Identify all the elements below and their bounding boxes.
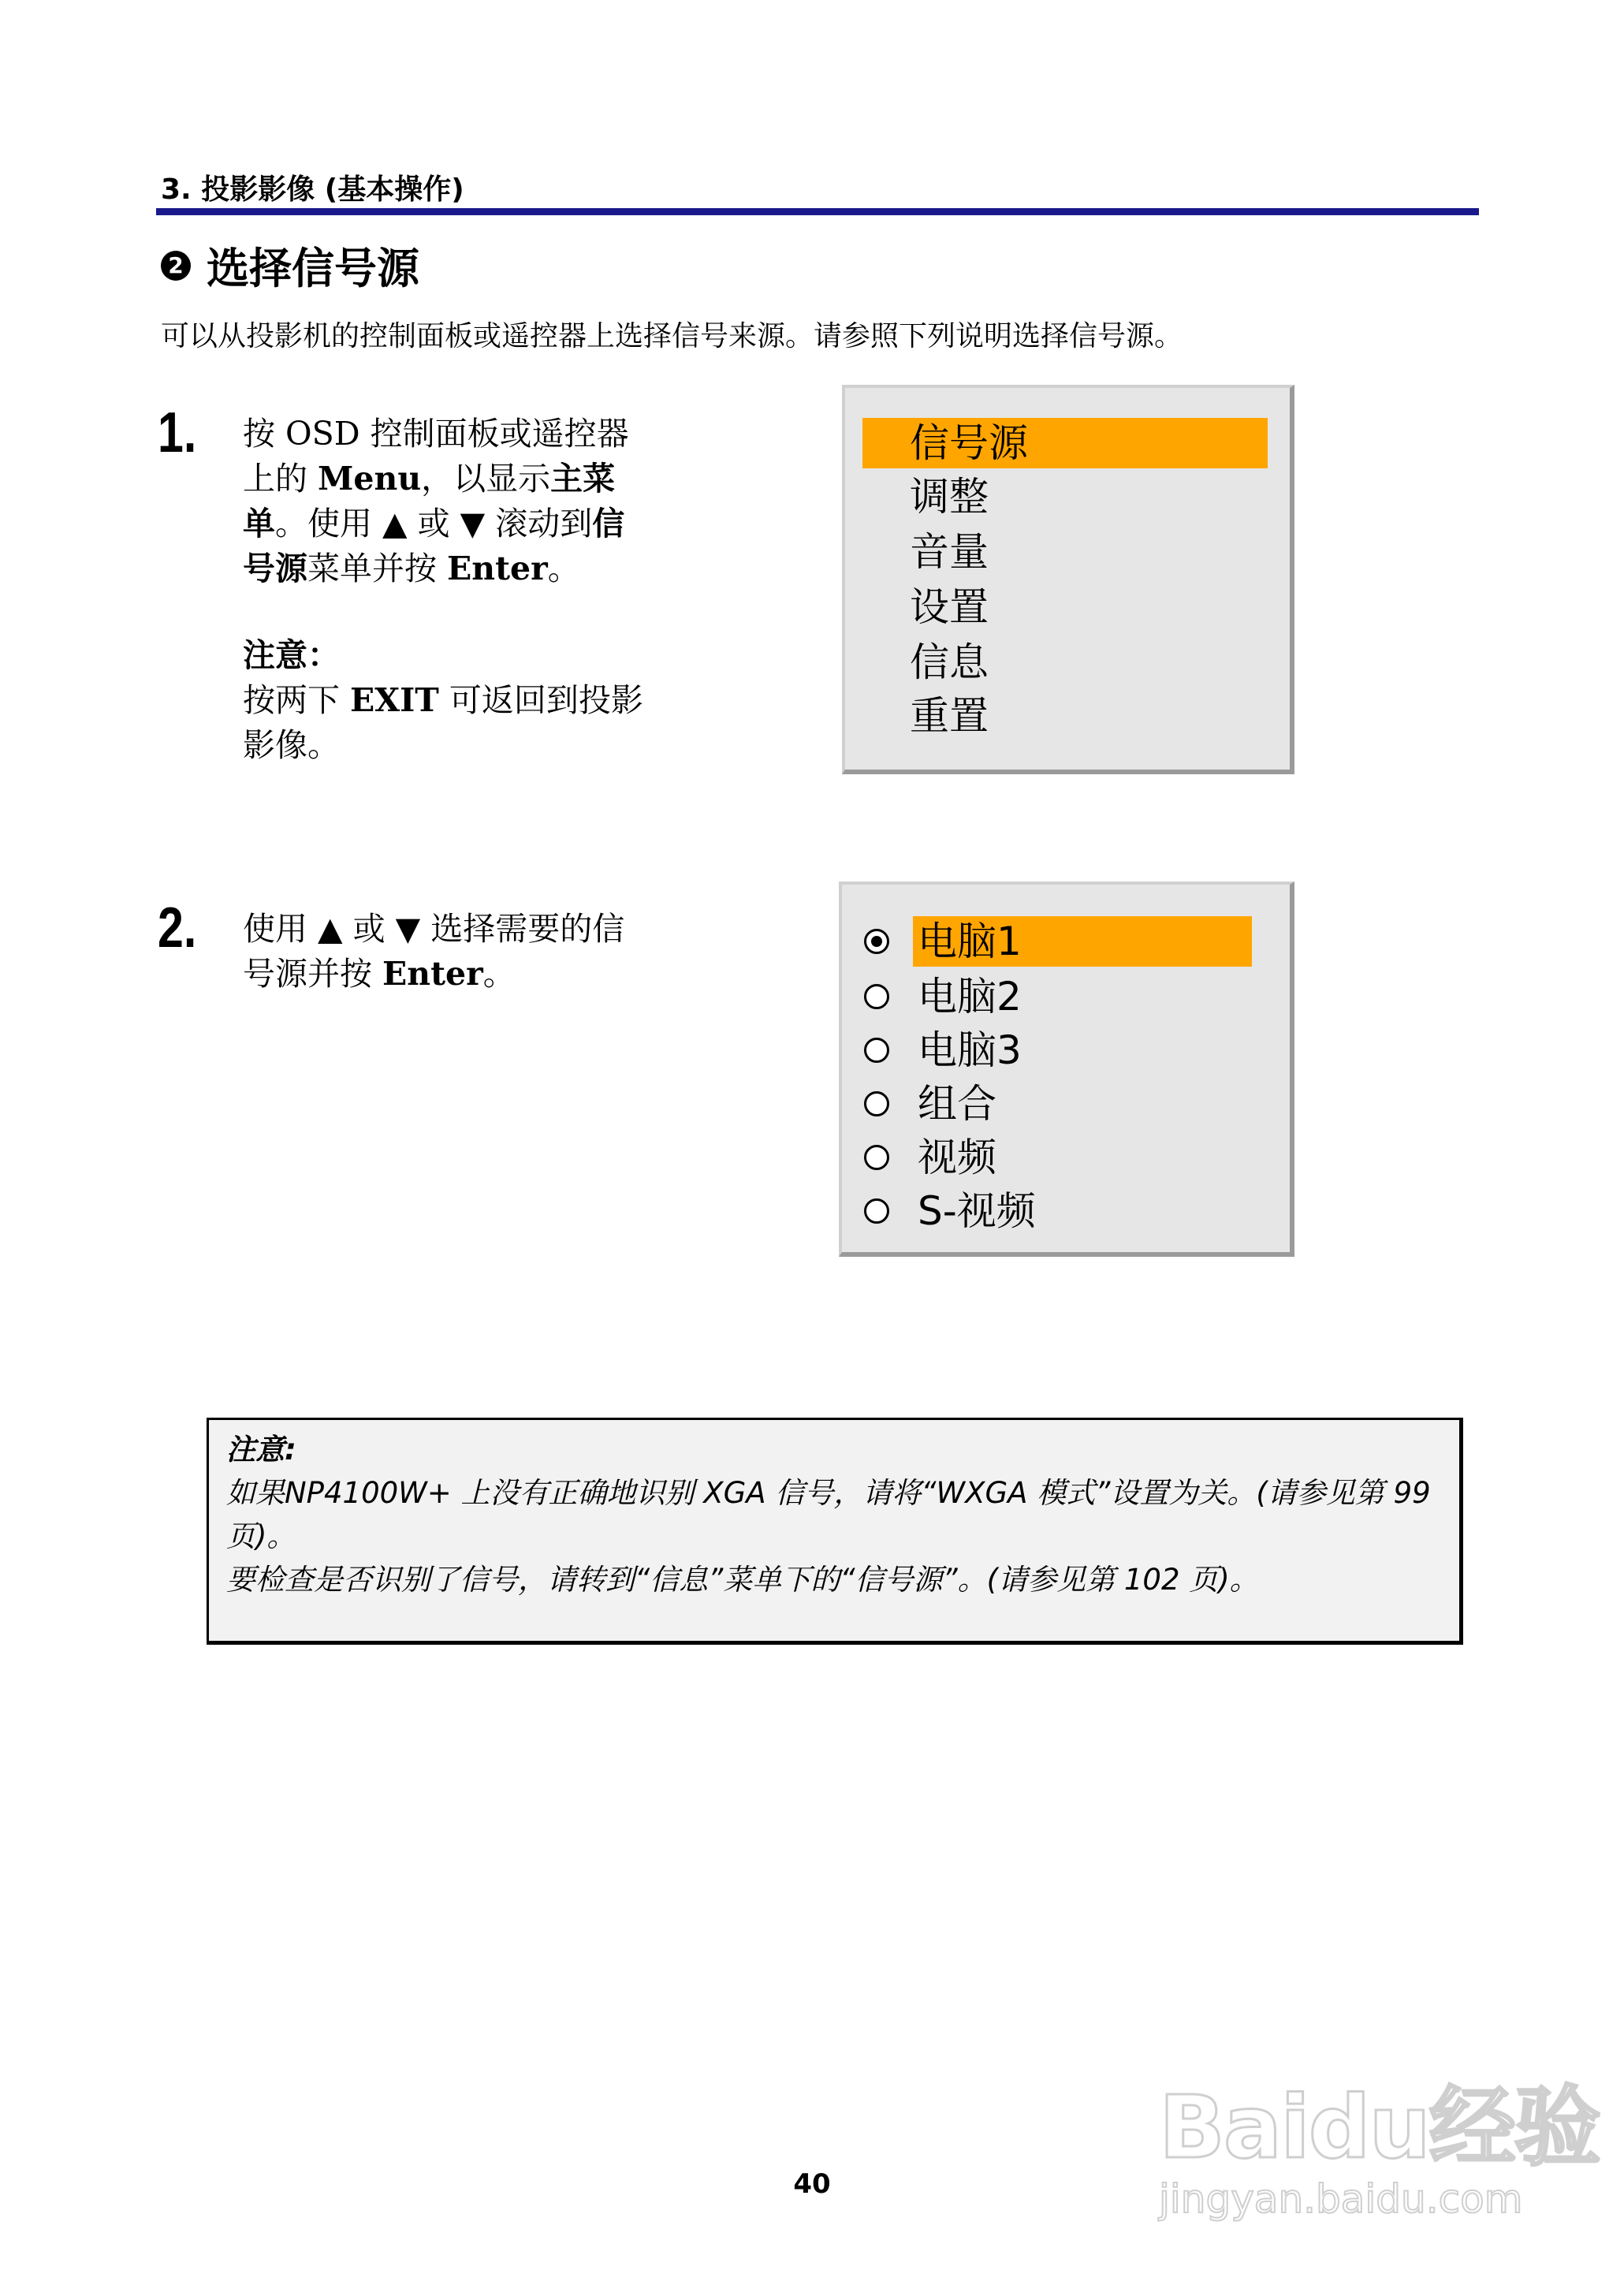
step-1-text-b: ，以显示 xyxy=(421,460,551,498)
step-1-text xyxy=(243,412,653,768)
osd-source-menu xyxy=(839,882,1294,1257)
exit-key: EXIT xyxy=(350,681,439,719)
radio-icon[interactable] xyxy=(864,1038,889,1063)
watermark-logo: Baidu经验 xyxy=(1159,2077,1600,2178)
step-1-text-c: 。使用 ▲ 或 ▼ 滚动到 xyxy=(275,505,593,542)
radio-icon[interactable] xyxy=(864,1198,889,1224)
source-term: 信号源 xyxy=(243,505,625,587)
source-label: 电脑2 xyxy=(918,974,1022,1019)
header-rule xyxy=(156,208,1479,215)
radio-icon[interactable] xyxy=(864,1145,889,1170)
step-2-text-a: 使用 ▲ 或 ▼ 选择需要的信号源并按 xyxy=(243,910,625,993)
section-title-text: 选择信号源 xyxy=(207,244,419,293)
step-1-text-e: 。 xyxy=(547,550,580,587)
source-item-computer1[interactable] xyxy=(864,916,1252,967)
source-label: 电脑1 xyxy=(913,916,1252,967)
step-2-text xyxy=(243,907,653,997)
note-box xyxy=(207,1418,1463,1645)
source-label: 电脑3 xyxy=(918,1027,1022,1073)
watermark-url: jingyan.baidu.com xyxy=(1159,2176,1523,2222)
section-bullet: 2 xyxy=(161,251,191,281)
enter-key-2: Enter xyxy=(382,955,483,993)
source-item-component[interactable] xyxy=(864,1079,1012,1129)
source-item-computer3[interactable] xyxy=(864,1025,1037,1075)
menu-key: Menu xyxy=(318,460,422,498)
step-1-text-d: 菜单并按 xyxy=(307,550,448,587)
menu-item-source[interactable]: 信号源 xyxy=(862,418,1268,468)
section-title xyxy=(161,235,419,296)
enter-key: Enter xyxy=(447,550,548,587)
note-line-1: 如果NP4100W+ 上没有正确地识别 XGA 信号，请将“WXGA 模式”设置为关。(请参见第 99页)。 xyxy=(226,1476,1431,1553)
radio-selected-icon[interactable] xyxy=(864,929,889,954)
step-1-note-b: 可返回到投影影像。 xyxy=(243,681,643,764)
step-1-number: 1. xyxy=(158,401,197,464)
note-title: 注意: xyxy=(226,1433,296,1467)
step-1-note-a: 按两下 xyxy=(243,681,351,719)
page-number: 40 xyxy=(793,2168,831,2200)
source-item-video[interactable] xyxy=(864,1132,1012,1183)
note-line-2: 要检查是否识别了信号，请转到“信息”菜单下的“信号源”。(请参见第 102 页)。 xyxy=(226,1563,1259,1597)
source-item-svideo[interactable] xyxy=(864,1186,1052,1236)
source-label: 视频 xyxy=(918,1135,996,1180)
source-label: S-视频 xyxy=(918,1188,1036,1234)
source-item-computer2[interactable] xyxy=(864,971,1037,1022)
osd-main-menu xyxy=(842,385,1294,774)
menu-item-info[interactable]: 信息 xyxy=(910,639,989,685)
step-2-text-b: 。 xyxy=(482,955,516,993)
menu-item-volume[interactable]: 音量 xyxy=(910,529,989,575)
menu-item-reset[interactable]: 重置 xyxy=(910,693,989,739)
menu-item-setup[interactable]: 设置 xyxy=(910,584,989,630)
main-menu-term: 主菜单 xyxy=(243,460,616,542)
radio-icon[interactable] xyxy=(864,984,889,1009)
step-1-note-title: 注意： xyxy=(243,636,340,674)
chapter-header: 3. 投影影像 (基本操作) xyxy=(161,173,464,206)
menu-item-adjust[interactable]: 调整 xyxy=(910,474,989,520)
step-1-text-a: 按 OSD 控制面板或遥控器上的 xyxy=(243,415,629,498)
intro-text: 可以从投影机的控制面板或遥控器上选择信号来源。请参照下列说明选择信号源。 xyxy=(161,320,1183,352)
source-label: 组合 xyxy=(918,1081,996,1127)
radio-icon[interactable] xyxy=(864,1091,889,1116)
step-2-number: 2. xyxy=(158,896,197,960)
